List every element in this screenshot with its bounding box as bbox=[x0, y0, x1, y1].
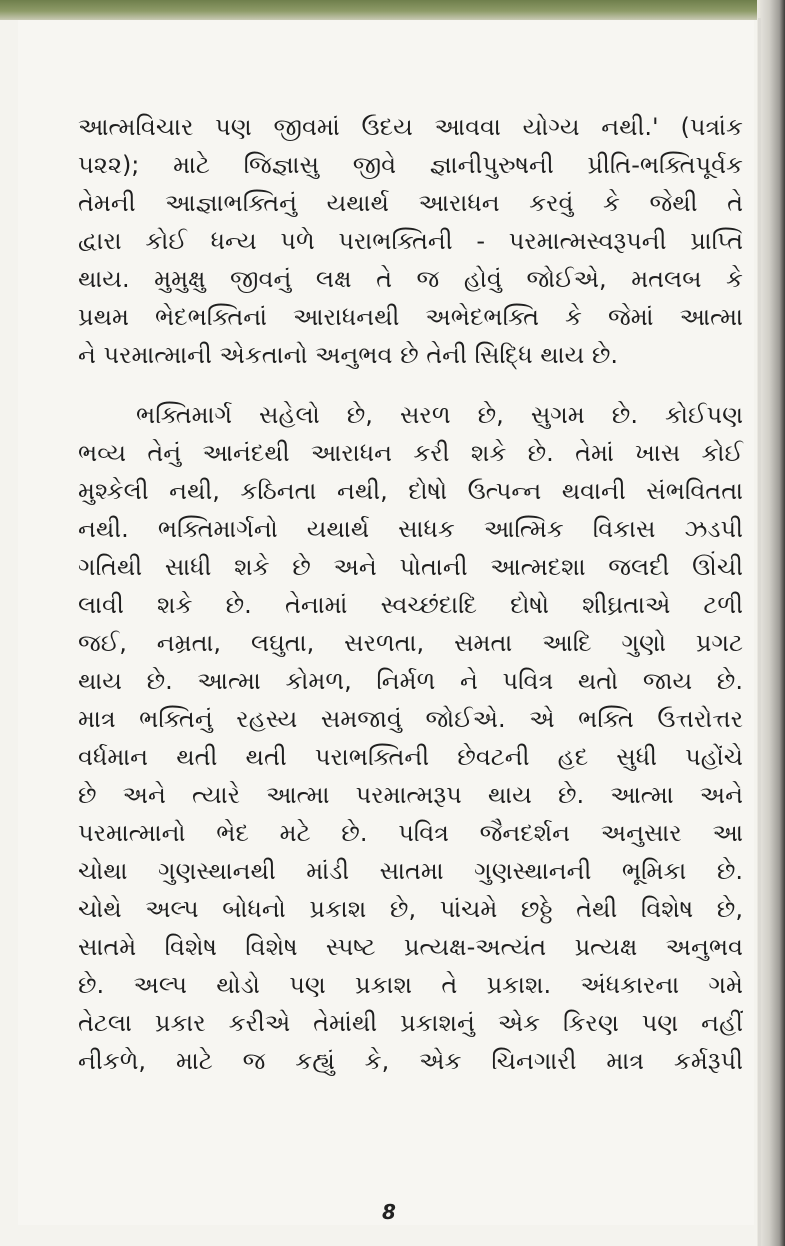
text-line: જઈ, નમ્રતા, લઘુતા, સરળતા, સમતા આદિ ગુણો પ્રગટ bbox=[78, 629, 743, 657]
text-line: વર્ધમાન થતી થતી પરાભક્તિની છેવટની હદ સુધી પહોંચે bbox=[78, 743, 743, 771]
text-line: તેટલા પ્રકાર કરીએ તેમાંથી પ્રકાશનું એક કિરણ પણ નહીં bbox=[78, 1009, 743, 1037]
text-line: નીકળે, માટે જ કહ્યું કે, એક ચિનગારી માત્ર કર્મરૂપી bbox=[78, 1047, 743, 1075]
text-line: ને પરમાત્માની એકતાનો અનુભવ છે તેની સિદ્ધિ થાય છે. bbox=[78, 341, 619, 369]
page-number: 8 bbox=[382, 1200, 396, 1224]
paragraph-gap bbox=[78, 374, 743, 396]
text-line: થાય છે. આત્મા કોમળ, નિર્મળ ને પવિત્ર થતો જાય છે. bbox=[78, 667, 743, 695]
text-line: તેમની આજ્ઞાભક્તિનું યથાર્થ આરાધન કરવું કે જેથી તે bbox=[78, 189, 743, 217]
text-line: ચોથે અલ્પ બોધનો પ્રકાશ છે, પાંચમે છઠ્ઠે તેથી વિશેષ છે, bbox=[78, 895, 743, 923]
text-line: છે અને ત્યારે આત્મા પરમાત્મરૂપ થાય છે. આત્મા અને bbox=[78, 781, 743, 809]
text-line: દ્વારા કોઈ ધન્ય પળે પરાભક્તિની - પરમાત્મસ્વરૂપની પ્રાપ્તિ bbox=[78, 227, 743, 255]
text-line: પ્રથમ ભેદભક્તિનાં આરાધનથી અભેદભક્તિ કે જેમાં આત્મા bbox=[78, 303, 743, 331]
text-line: ચોથા ગુણસ્થાનથી માંડી સાતમા ગુણસ્થાનની ભૂમિકા છે. bbox=[78, 857, 743, 885]
body-text bbox=[78, 108, 743, 1080]
text-line: માત્ર ભક્તિનું રહસ્ય સમજાવું જોઈએ. એ ભક્તિ ઉત્તરોત્તર bbox=[78, 705, 743, 733]
text-line: મુશ્કેલી નથી, કઠિનતા નથી, દોષો ઉત્પન્ન થવાની સંભવિતતા bbox=[78, 477, 743, 505]
text-line: લાવી શકે છે. તેનામાં સ્વચ્છંદાદિ દોષો શીઘ્રતાએ ટળી bbox=[78, 591, 743, 619]
text-line: ૫૨૨); માટે જિજ્ઞાસુ જીવે જ્ઞાનીપુરુષની પ્રીતિ-ભક્તિપૂર્વક bbox=[78, 151, 743, 179]
paragraph-2 bbox=[78, 396, 743, 1080]
text-line: ભક્તિમાર્ગ સહેલો છે, સરળ છે, સુગમ છે. કોઈપણ bbox=[136, 401, 743, 429]
book-spine-shadow bbox=[757, 0, 785, 1246]
page-edge bbox=[758, 18, 761, 1246]
book-cover-edge bbox=[0, 0, 785, 20]
text-line: પરમાત્માનો ભેદ મટે છે. પવિત્ર જૈનદર્શન અનુસાર આ bbox=[78, 819, 743, 847]
text-line: સાતમે વિશેષ વિશેષ સ્પષ્ટ પ્રત્યક્ષ-અત્યંત પ્રત્યક્ષ અનુભવ bbox=[78, 933, 743, 961]
text-line: ગતિથી સાધી શકે છે અને પોતાની આત્મદશા જલદી ઊંચી bbox=[78, 553, 743, 581]
text-line: થાય. મુમુક્ષુ જીવનું લક્ષ તે જ હોવું જોઈએ, મતલબ કે bbox=[78, 265, 743, 293]
text-line: નથી. ભક્તિમાર્ગનો યથાર્થ સાધક આત્મિક વિકાસ ઝડપી bbox=[78, 515, 743, 543]
paragraph-1 bbox=[78, 108, 743, 374]
book-page bbox=[18, 20, 754, 1225]
text-line: છે. અલ્પ થોડો પણ પ્રકાશ તે પ્રકાશ. અંધકારના ગમે bbox=[78, 971, 743, 999]
text-line: ભવ્ય તેનું આનંદથી આરાધન કરી શકે છે. તેમાં ખાસ કોઈ bbox=[78, 439, 743, 467]
text-line: આત્મવિચાર પણ જીવમાં ઉદય આવવા યોગ્ય નથી.' (પત્રાંક bbox=[78, 113, 743, 141]
